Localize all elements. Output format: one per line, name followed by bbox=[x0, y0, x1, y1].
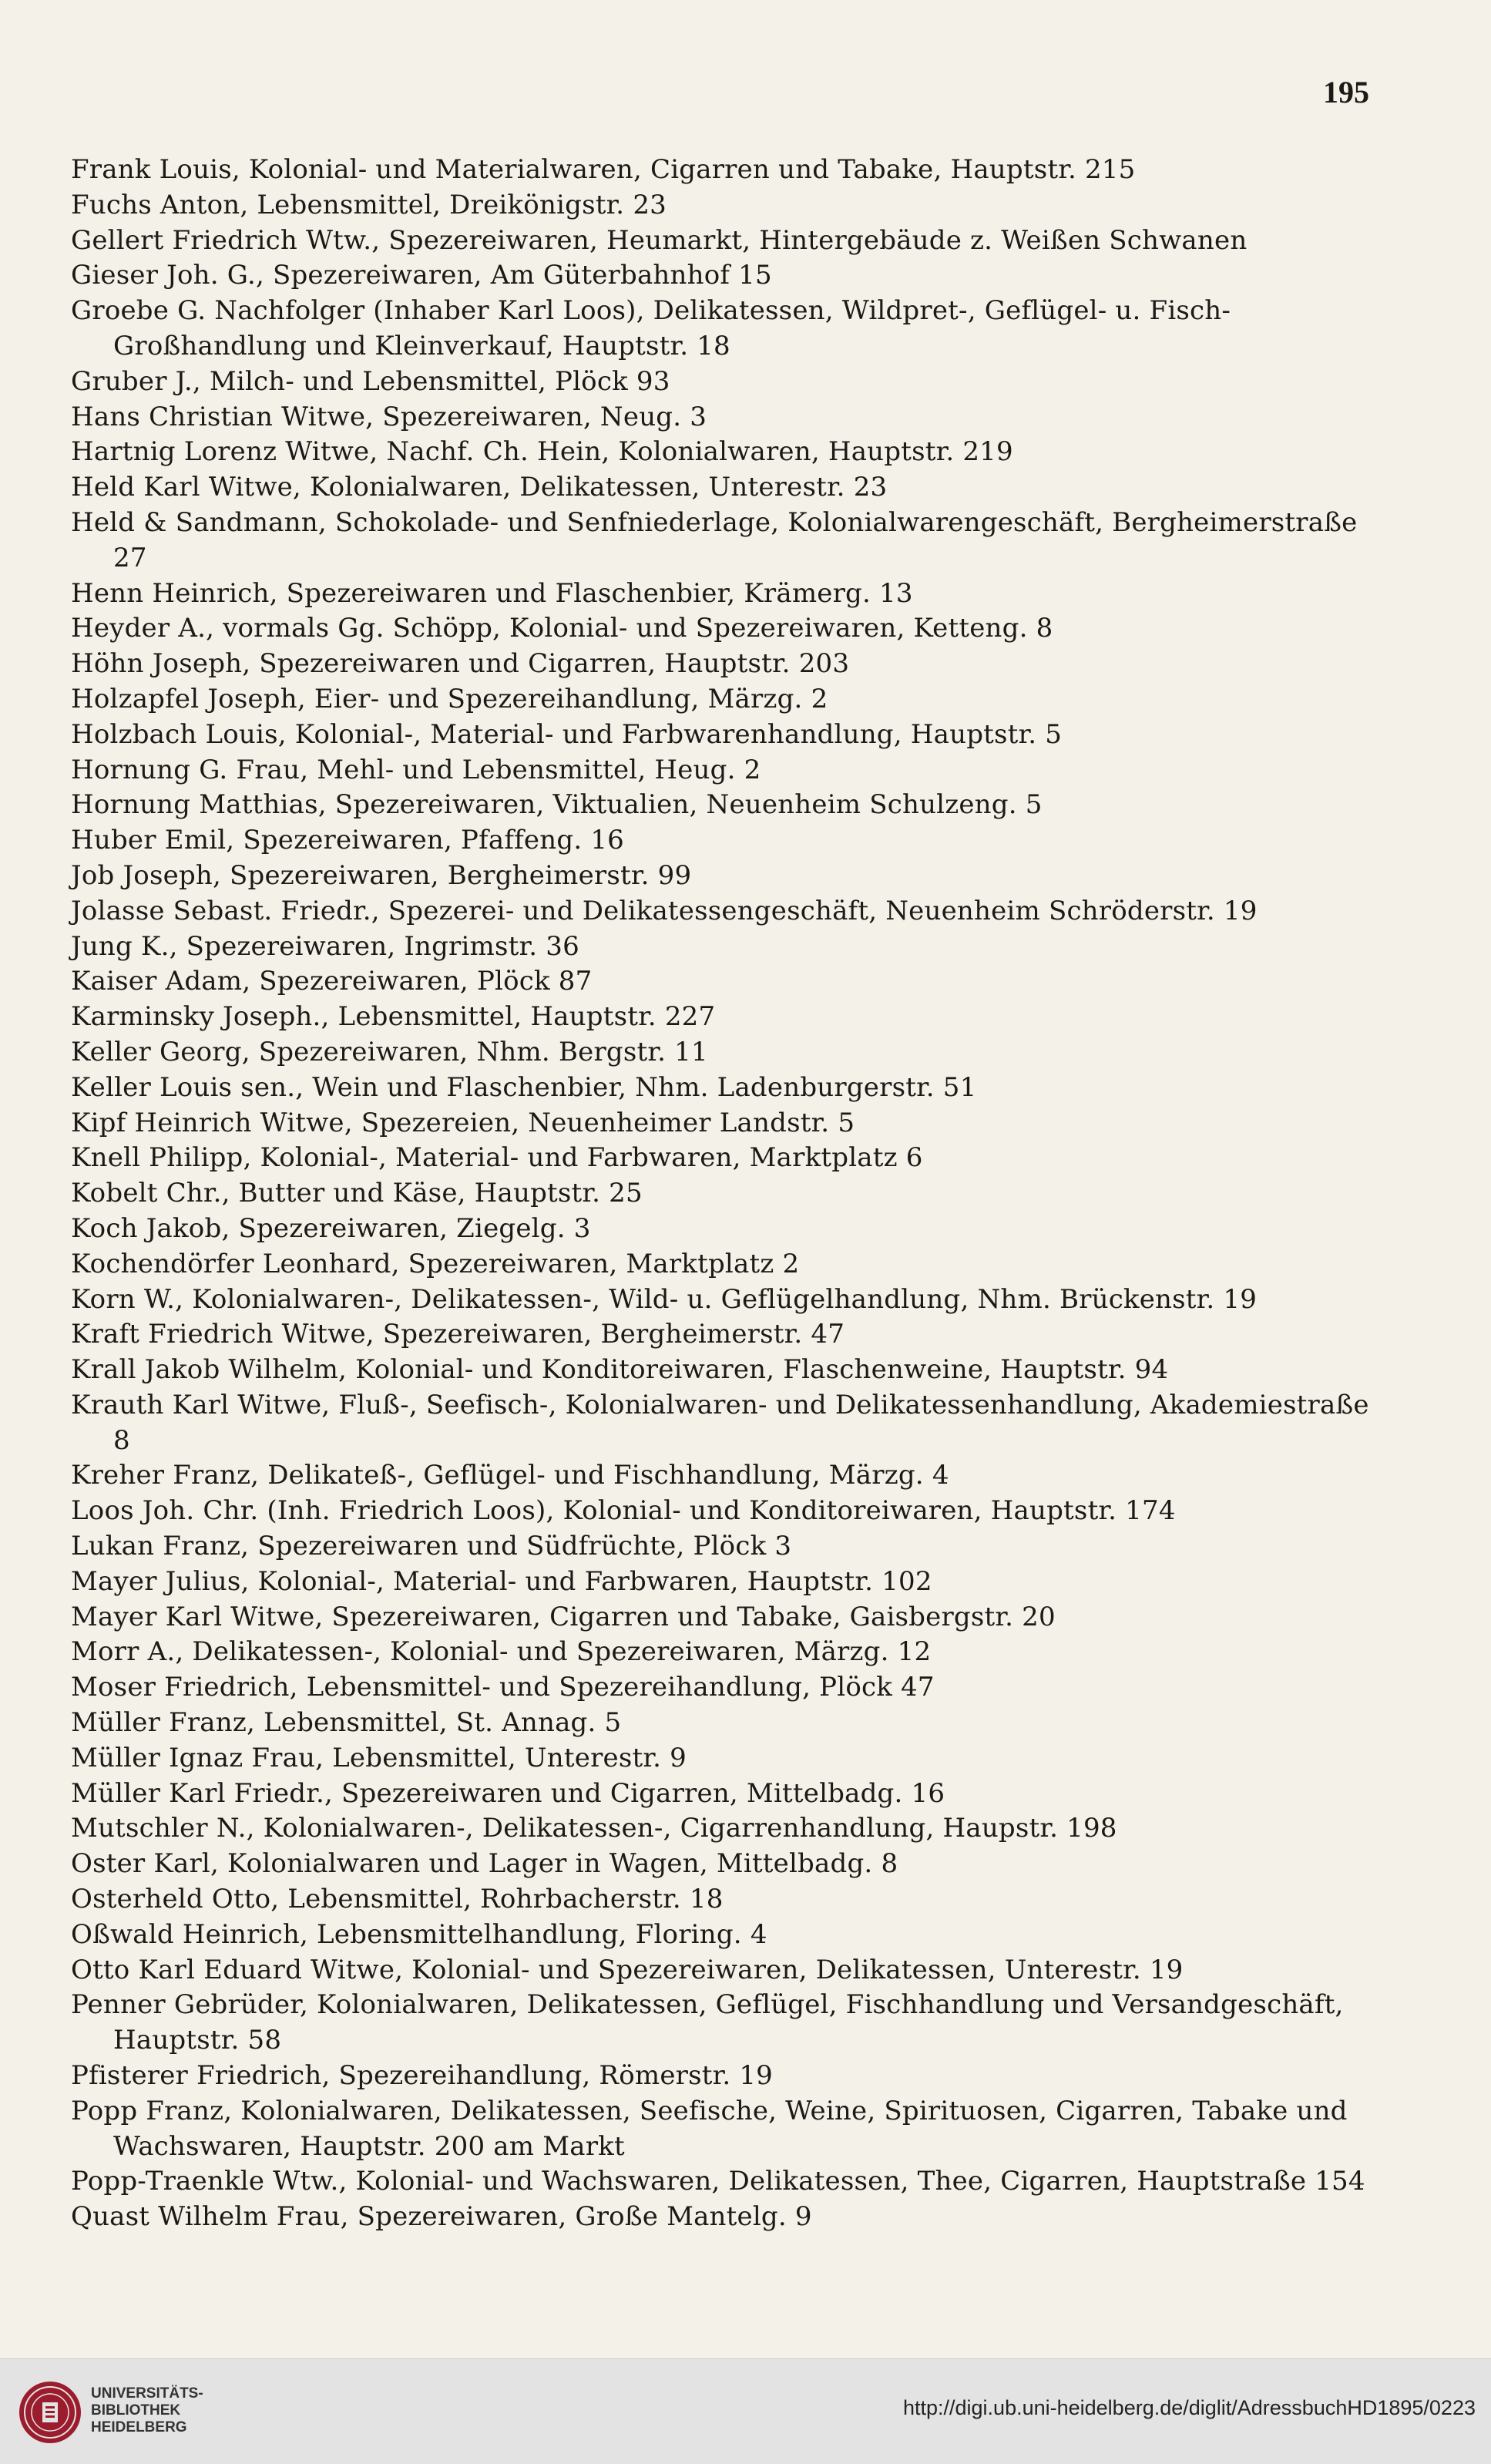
directory-entry: Mutschler N., Kolonialwaren-, Delikatessen-, Cigarrenhandlung, Haupstr. 198 bbox=[71, 1813, 1117, 1844]
directory-entry: Lukan Franz, Spezereiwaren und Südfrüchte, Plöck 3 bbox=[71, 1531, 792, 1562]
directory-entry: Kaiser Adam, Spezereiwaren, Plöck 87 bbox=[71, 966, 593, 997]
directory-entry: Hornung G. Frau, Mehl- und Lebensmittel, Heug. 2 bbox=[71, 754, 761, 785]
directory-entry: Karminsky Joseph., Lebensmittel, Hauptstr. 227 bbox=[71, 1001, 716, 1033]
directory-entry: Mayer Julius, Kolonial-, Material- und Farbwaren, Hauptstr. 102 bbox=[71, 1565, 932, 1597]
directory-entry: Hans Christian Witwe, Spezereiwaren, Neug. 3 bbox=[71, 401, 707, 432]
directory-entry: Kochendörfer Leonhard, Spezereiwaren, Marktplatz 2 bbox=[71, 1248, 800, 1279]
directory-entry: Moser Friedrich, Lebensmittel- und Spezereihandlung, Plöck 47 bbox=[71, 1672, 935, 1703]
viewer-footer bbox=[0, 2358, 1491, 2464]
directory-entry: Groebe G. Nachfolger (Inhaber Karl Loos), Delikatessen, Wildpret-, Geflügel- u. Fisch-Großhandlung und Kleinverkauf, Hauptstr. 18 bbox=[71, 295, 1231, 361]
directory-entry: Kipf Heinrich Witwe, Spezereien, Neuenheimer Landstr. 5 bbox=[71, 1107, 855, 1138]
directory-entry: Otto Karl Eduard Witwe, Kolonial- und Spezereiwaren, Delikatessen, Unterestr. 19 bbox=[71, 1954, 1184, 1985]
directory-entry: Mayer Karl Witwe, Spezereiwaren, Cigarren und Tabake, Gaisbergstr. 20 bbox=[71, 1601, 1056, 1632]
directory-entry: Frank Louis, Kolonial- und Materialwaren, Cigarren und Tabake, Hauptstr. 215 bbox=[71, 154, 1136, 185]
directory-entry: Gruber J., Milch- und Lebensmittel, Plöck 93 bbox=[71, 365, 670, 397]
directory-entry: Penner Gebrüder, Kolonialwaren, Delikatessen, Geflügel, Fischhandlung und Versandgeschäft, Hauptstr. 58 bbox=[71, 1989, 1344, 2056]
library-seal-icon bbox=[17, 2379, 83, 2446]
directory-entry: Hartnig Lorenz Witwe, Nachf. Ch. Hein, Kolonialwaren, Hauptstr. 219 bbox=[71, 436, 1013, 468]
directory-entry: Fuchs Anton, Lebensmittel, Dreikönigstr. 23 bbox=[71, 189, 667, 220]
directory-entry: Holzbach Louis, Kolonial-, Material- und Farbwarenhandlung, Hauptstr. 5 bbox=[71, 718, 1063, 750]
directory-entry: Müller Karl Friedr., Spezereiwaren und Cigarren, Mittelbadg. 16 bbox=[71, 1777, 945, 1809]
directory-entry: Jolasse Sebast. Friedr., Spezerei- und Delikatessengeschäft, Neuenheim Schröderstr. 19 bbox=[71, 895, 1258, 926]
directory-entry: Müller Franz, Lebensmittel, St. Annag. 5 bbox=[71, 1707, 622, 1739]
directory-entry: Heyder A., vormals Gg. Schöpp, Kolonial- und Spezereiwaren, Ketteng. 8 bbox=[71, 613, 1053, 644]
library-name-line: UNIVERSITÄTS- bbox=[91, 2385, 203, 2402]
directory-entry: Holzapfel Joseph, Eier- und Spezereihandlung, Märzg. 2 bbox=[71, 683, 828, 714]
directory-entry: Held Karl Witwe, Kolonialwaren, Delikatessen, Unterestr. 23 bbox=[71, 472, 888, 503]
library-name-line: HEIDELBERG bbox=[91, 2419, 187, 2435]
directory-entry: Popp Franz, Kolonialwaren, Delikatessen, Seefische, Weine, Spirituosen, Cigarren, Tabake und Wachswaren, Hauptstr. 200 am Markt bbox=[71, 2095, 1348, 2162]
directory-entry: Job Joseph, Spezereiwaren, Bergheimerstr. 99 bbox=[71, 859, 692, 891]
directory-entry: Gellert Friedrich Wtw., Spezereiwaren, Heumarkt, Hintergebäude z. Weißen Schwanen bbox=[71, 224, 1248, 256]
source-url-link[interactable]: http://digi.ub.uni-heidelberg.de/diglit/AdressbuchHD1895/0223 bbox=[902, 2396, 1476, 2419]
directory-entry: Oster Karl, Kolonialwaren und Lager in Wagen, Mittelbadg. 8 bbox=[71, 1848, 898, 1880]
directory-entry: Huber Emil, Spezereiwaren, Pfaffeng. 16 bbox=[71, 825, 624, 856]
directory-entry: Krall Jakob Wilhelm, Kolonial- und Konditoreiwaren, Flaschenweine, Hauptstr. 94 bbox=[71, 1354, 1169, 1386]
directory-entry: Oßwald Heinrich, Lebensmittelhandlung, Floring. 4 bbox=[71, 1918, 767, 1950]
directory-entry: Korn W., Kolonialwaren-, Delikatessen-, Wild- u. Geflügelhandlung, Nhm. Brückenstr. 19 bbox=[71, 1283, 1258, 1315]
directory-entry: Popp-Traenkle Wtw., Kolonial- und Wachswaren, Delikatessen, Thee, Cigarren, Hauptstraße 154 bbox=[71, 2166, 1365, 2197]
directory-entry: Kobelt Chr., Butter und Käse, Hauptstr. 25 bbox=[71, 1178, 643, 1209]
directory-entry: Keller Georg, Spezereiwaren, Nhm. Bergstr. 11 bbox=[71, 1036, 708, 1067]
page-number: 195 bbox=[1323, 75, 1369, 109]
directory-entry: Kreher Franz, Delikateß-, Geflügel- und Fischhandlung, Märzg. 4 bbox=[71, 1460, 949, 1491]
directory-entry: Held & Sandmann, Schokolade- und Senfniederlage, Kolonialwarengeschäft, Bergheimerstraße 27 bbox=[71, 506, 1358, 573]
library-name bbox=[91, 2385, 203, 2436]
directory-entry: Jung K., Spezereiwaren, Ingrimstr. 36 bbox=[71, 930, 579, 962]
directory-entry: Quast Wilhelm Frau, Spezereiwaren, Große Mantelg. 9 bbox=[71, 2201, 812, 2233]
directory-entry: Loos Joh. Chr. (Inh. Friedrich Loos), Kolonial- und Konditoreiwaren, Hauptstr. 174 bbox=[71, 1495, 1176, 1527]
directory-entry: Koch Jakob, Spezereiwaren, Ziegelg. 3 bbox=[71, 1212, 591, 1244]
directory-entry: Krauth Karl Witwe, Fluß-, Seefisch-, Kolonialwaren- und Delikatessenhandlung, Akademiestraße 8 bbox=[71, 1389, 1369, 1456]
directory-entry: Hornung Matthias, Spezereiwaren, Viktualien, Neuenheim Schulzeng. 5 bbox=[71, 789, 1043, 821]
directory-entry: Pfisterer Friedrich, Spezereihandlung, Römerstr. 19 bbox=[71, 2060, 774, 2092]
directory-entry-list bbox=[71, 153, 1381, 2235]
directory-entry: Gieser Joh. G., Spezereiwaren, Am Güterbahnhof 15 bbox=[71, 260, 772, 291]
directory-entry: Müller Ignaz Frau, Lebensmittel, Unterestr. 9 bbox=[71, 1742, 687, 1773]
directory-entry: Knell Philipp, Kolonial-, Material- und Farbwaren, Marktplatz 6 bbox=[71, 1142, 923, 1174]
directory-entry: Henn Heinrich, Spezereiwaren und Flaschenbier, Krämerg. 13 bbox=[71, 577, 913, 609]
library-name-line: BIBLIOTHEK bbox=[91, 2402, 181, 2419]
directory-entry: Morr A., Delikatessen-, Kolonial- und Spezereiwaren, Märzg. 12 bbox=[71, 1636, 932, 1668]
directory-entry: Höhn Joseph, Spezereiwaren und Cigarren, Hauptstr. 203 bbox=[71, 648, 850, 680]
directory-entry: Osterheld Otto, Lebensmittel, Rohrbacherstr. 18 bbox=[71, 1884, 724, 1915]
directory-entry: Keller Louis sen., Wein und Flaschenbier, Nhm. Ladenburgerstr. 51 bbox=[71, 1071, 977, 1103]
directory-entry: Kraft Friedrich Witwe, Spezereiwaren, Bergheimerstr. 47 bbox=[71, 1319, 845, 1350]
